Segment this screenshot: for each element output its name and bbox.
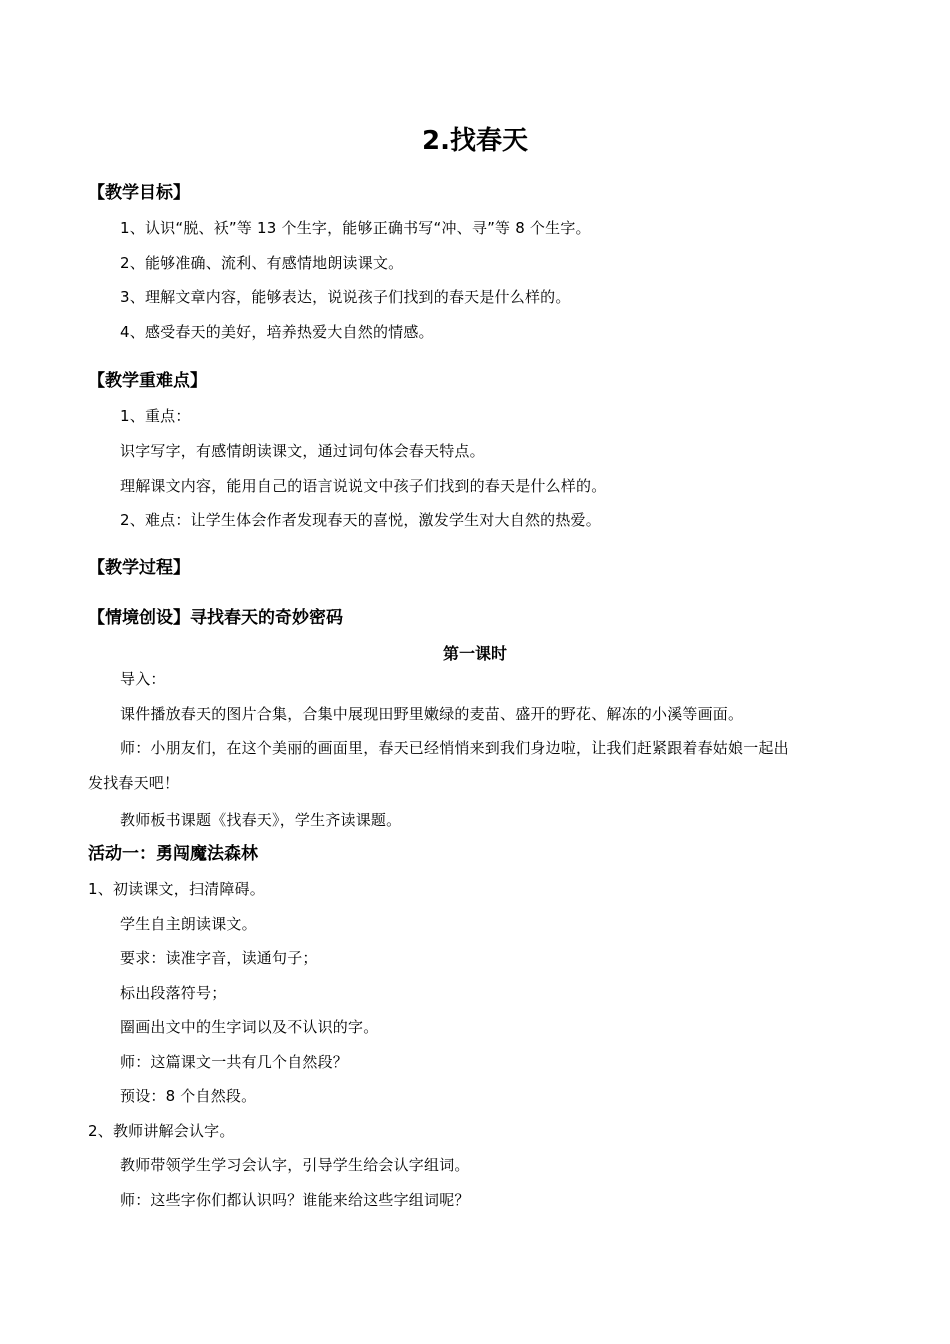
activity-line: 师：这些字你们都认识吗？谁能来给这些字组词呢？ [120,1191,470,1209]
keypoint-line: 1、重点： [120,407,191,425]
lesson-title: 第一课时 [442,644,507,663]
activity-line: 1、初读课文，扫清障碍。 [88,880,265,898]
objective-item: 4、感受春天的美好，培养热爱大自然的情感。 [120,323,434,341]
activity-line: 圈画出文中的生字词以及不认识的字。 [120,1018,379,1036]
intro-line: 导入： [120,670,166,688]
activity-line: 标出段落符号； [120,984,227,1002]
keypoint-line: 识字写字，有感情朗读课文，通过词句体会春天特点。 [120,442,485,460]
activity-heading: 活动一：勇闯魔法森林 [88,844,258,864]
document-title: 2.找春天 [422,126,528,156]
activity-line: 2、教师讲解会认字。 [88,1122,235,1140]
activity-line: 师：这篇课文一共有几个自然段？ [120,1053,349,1071]
objective-item: 2、能够准确、流利、有感情地朗读课文。 [120,254,404,272]
process-heading: 【教学过程】 [88,558,190,578]
intro-line: 发找春天吧！ [88,774,180,792]
intro-line: 教师板书课题《找春天》，学生齐读课题。 [120,811,402,829]
objective-item: 3、理解文章内容，能够表达，说说孩子们找到的春天是什么样的。 [120,288,571,306]
keypoint-line: 2、难点：让学生体会作者发现春天的喜悦，激发学生对大自然的热爱。 [120,511,601,529]
activity-line: 学生自主朗读课文。 [120,915,257,933]
scenario-heading: 【情境创设】寻找春天的奇妙密码 [88,608,343,628]
keypoint-line: 理解课文内容，能用自己的语言说说文中孩子们找到的春天是什么样的。 [120,477,607,495]
objectives-heading: 【教学目标】 [88,183,190,203]
intro-line: 课件播放春天的图片合集，合集中展现田野里嫩绿的麦苗、盛开的野花、解冻的小溪等画面。 [120,705,744,723]
activity-line: 教师带领学生学习会认字，引导学生给会认字组词。 [120,1156,470,1174]
activity-line: 预设：8 个自然段。 [120,1087,257,1105]
activity-line: 要求：读准字音，读通句子； [120,949,318,967]
intro-line: 师：小朋友们，在这个美丽的画面里，春天已经悄悄来到我们身边啦，让我们赶紧跟着春姑娘一起出 [120,739,789,757]
keypoints-heading: 【教学重难点】 [88,371,207,391]
objective-item: 1、认识“脱、袄”等 13 个生字，能够正确书写“冲、寻”等 8 个生字。 [120,219,591,237]
